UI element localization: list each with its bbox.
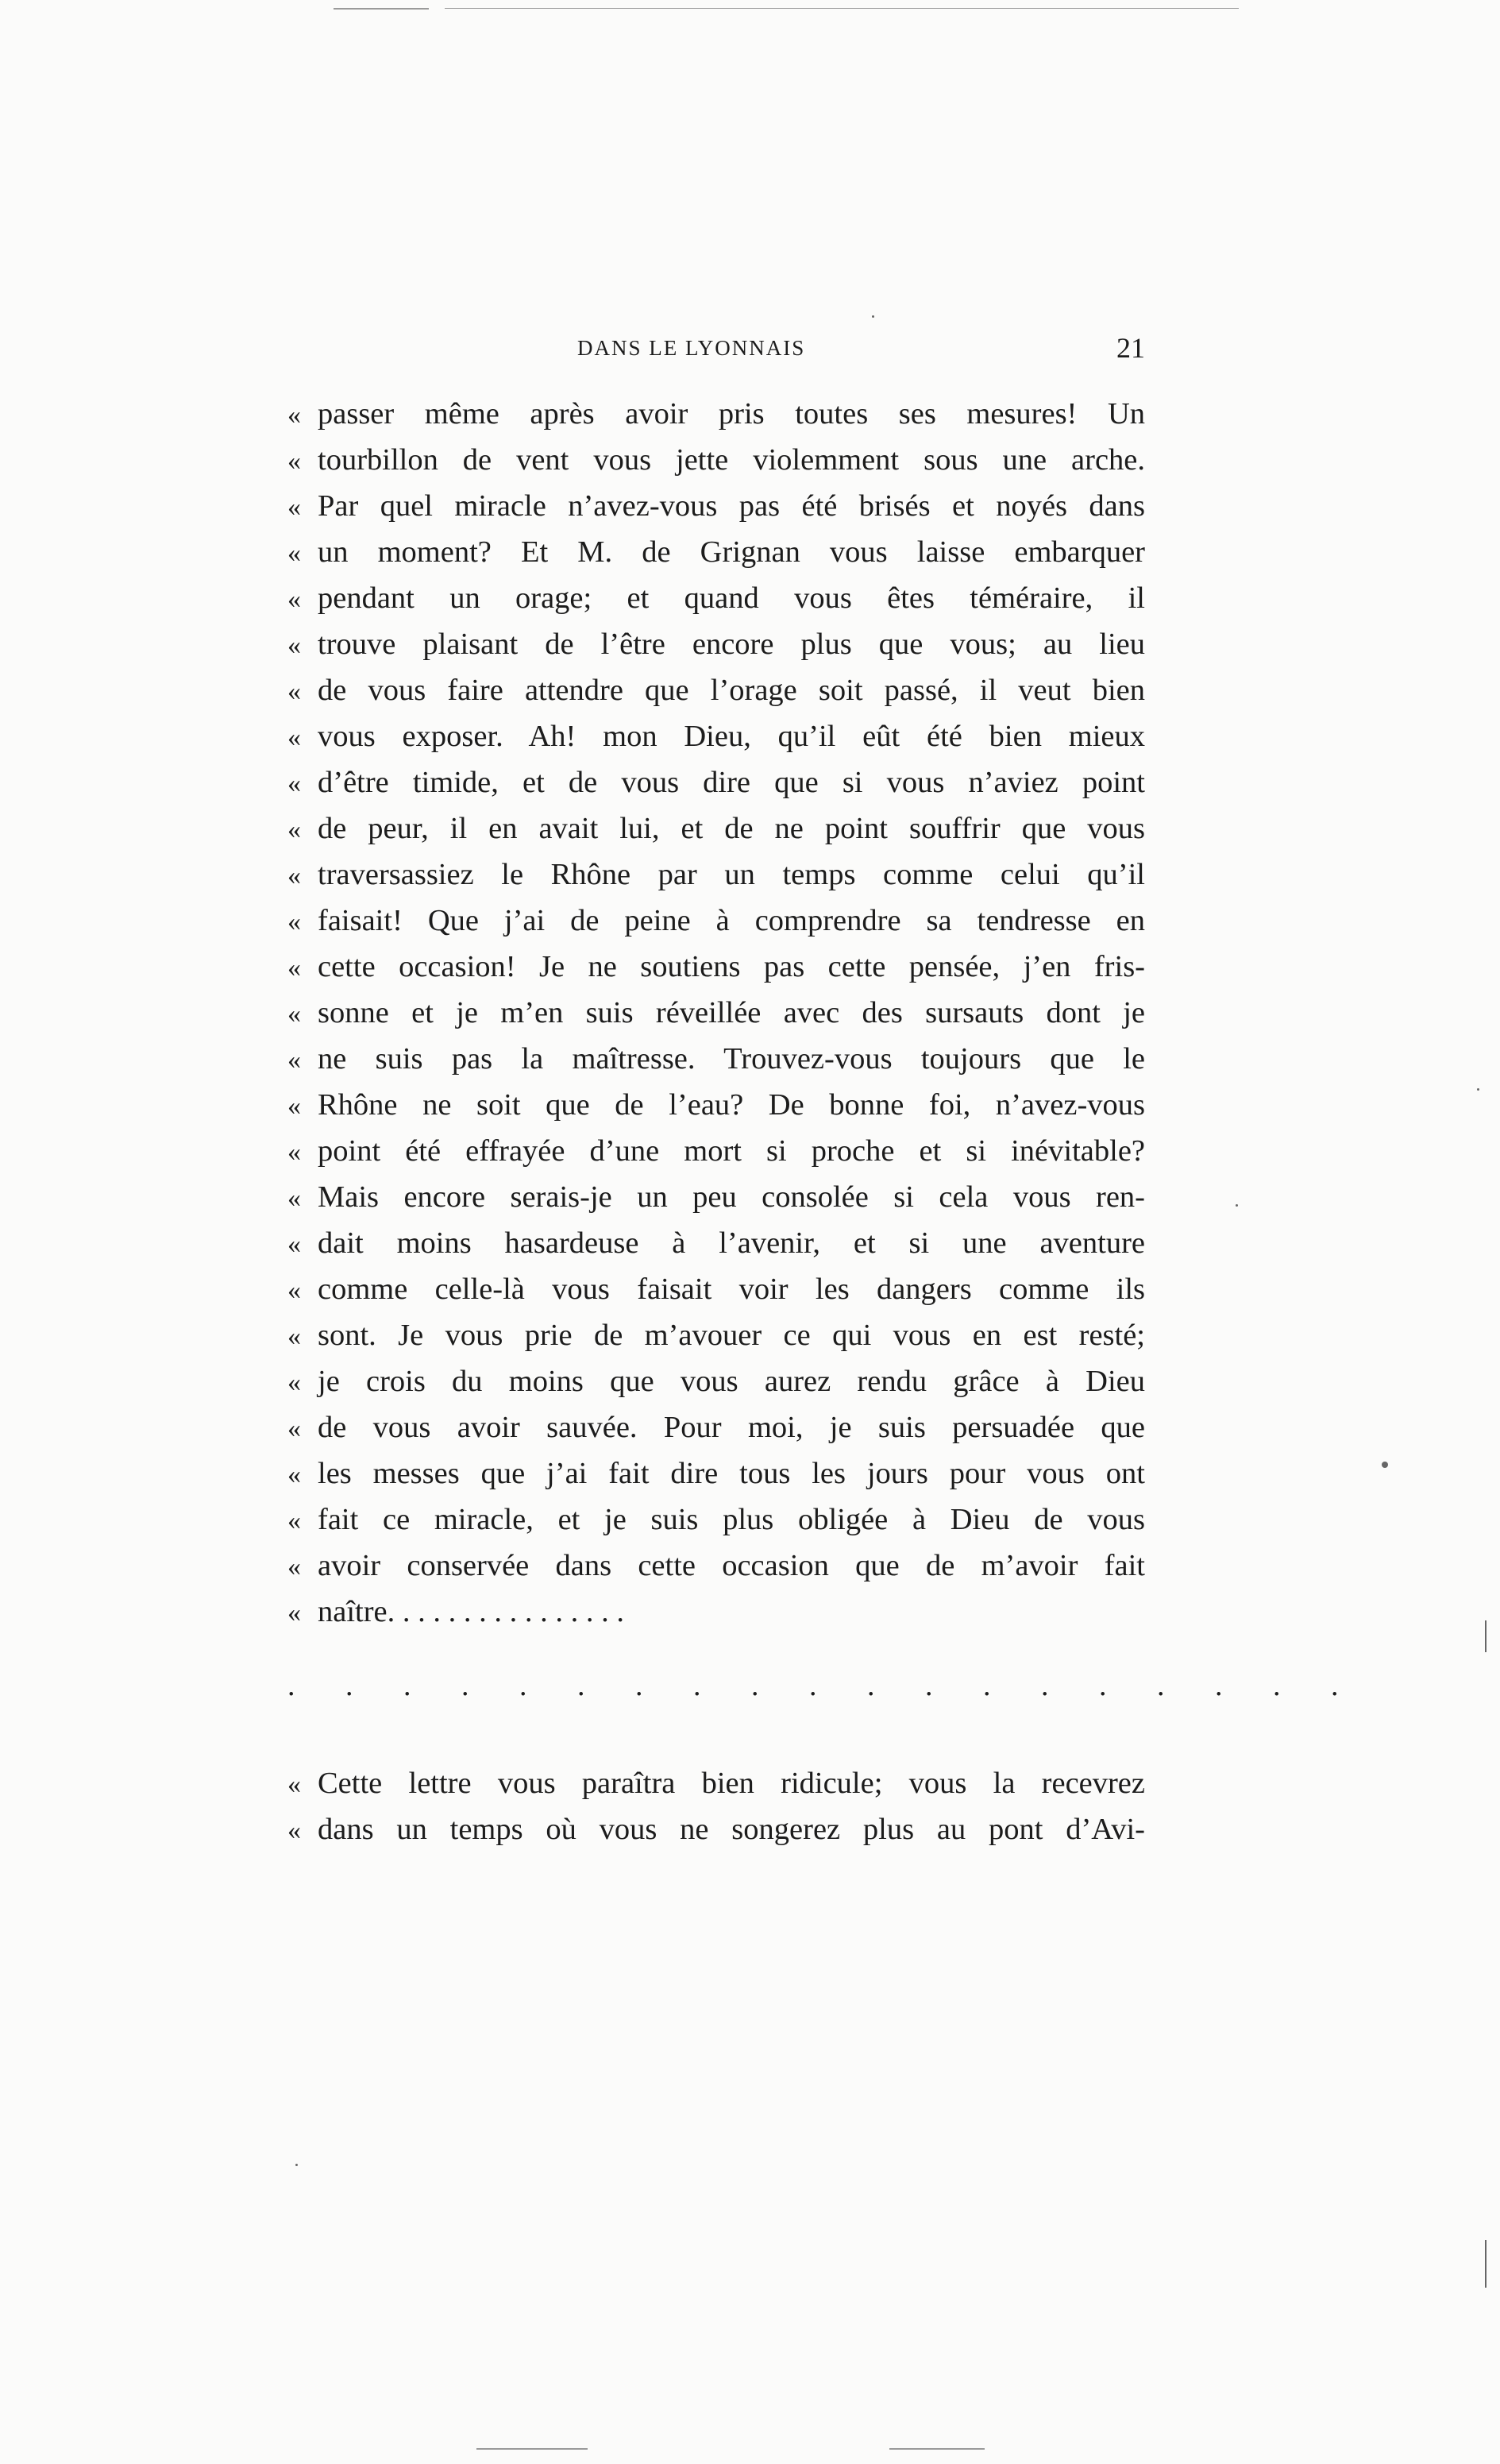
text-line (287, 621, 1145, 667)
line-text: comme celle-là vous faisait voir les dangers comme ils (318, 1273, 1145, 1306)
text-line (287, 852, 1145, 898)
scan-speck (1485, 2240, 1487, 2288)
running-head: DANS LE LYONNAIS (577, 336, 806, 360)
letter-text-block-continued (287, 1760, 1145, 1852)
line-text: dait moins hasardeuse à l’avenir, et si une aventure (318, 1226, 1145, 1260)
line-text: sont. Je vous prie de m’avouer ce qui vous en est resté; (318, 1319, 1145, 1352)
line-text: dans un temps où vous ne songerez plus au pont d’Avi- (318, 1813, 1145, 1846)
text-line (287, 529, 1145, 575)
scan-speck (295, 2164, 298, 2166)
guillemet-mark: « (287, 723, 301, 752)
guillemet-mark: « (287, 999, 301, 1029)
text-line (287, 667, 1145, 713)
text-line (287, 1082, 1145, 1128)
line-text: vous exposer. Ah! mon Dieu, qu’il eût été bien mieux (318, 720, 1145, 753)
line-text: je crois du moins que vous aurez rendu grâce à Dieu (318, 1365, 1145, 1398)
guillemet-mark: « (287, 815, 301, 844)
text-line (287, 1036, 1145, 1082)
line-text: Rhône ne soit que de l’eau? De bonne foi, n’avez-vous (318, 1088, 1145, 1122)
guillemet-mark: « (287, 1770, 301, 1799)
text-line (287, 1312, 1145, 1358)
text-line (287, 1174, 1145, 1220)
scan-edge-mark (445, 8, 1239, 9)
text-line (287, 1543, 1145, 1589)
scan-speck (1236, 1204, 1238, 1207)
guillemet-mark: « (287, 1506, 301, 1535)
guillemet-mark: « (287, 1184, 301, 1213)
scan-edge-mark (889, 2448, 985, 2450)
guillemet-mark: « (287, 1552, 301, 1582)
text-line (287, 713, 1145, 759)
text-line (287, 1404, 1145, 1450)
line-text: de peur, il en avait lui, et de ne point souffrir que vous (318, 812, 1145, 845)
guillemet-mark: « (287, 907, 301, 937)
line-text: les messes que j’ai fait dire tous les jours pour vous ont (318, 1457, 1145, 1490)
line-text: Par quel miracle n’avez-vous pas été brisés et noyés dans (318, 489, 1145, 523)
text-line (287, 1806, 1145, 1852)
line-text: d’être timide, et de vous dire que si vous n’aviez point (318, 766, 1145, 799)
line-text: passer même après avoir pris toutes ses mesures! Un (318, 397, 1145, 431)
text-line (287, 759, 1145, 805)
text-line (287, 805, 1145, 852)
text-line (287, 1589, 1145, 1635)
guillemet-mark: « (287, 539, 301, 568)
text-line (287, 437, 1145, 483)
guillemet-mark: « (287, 492, 301, 522)
text-line (287, 990, 1145, 1036)
line-text: pendant un orage; et quand vous êtes téméraire, il (318, 581, 1145, 615)
guillemet-mark: « (287, 1460, 301, 1489)
line-text: Mais encore serais-je un peu consolée si cela vous ren- (318, 1180, 1145, 1214)
page-header (287, 328, 1145, 376)
text-line (287, 483, 1145, 529)
guillemet-mark: « (287, 677, 301, 706)
line-text: naître. . . . . . . . . . . . . . . . (318, 1595, 625, 1628)
line-text: point été effrayée d’une mort si proche et si inévitable? (318, 1134, 1145, 1168)
guillemet-mark: « (287, 1091, 301, 1121)
guillemet-mark: « (287, 861, 301, 890)
text-line (287, 391, 1145, 437)
text-line (287, 1450, 1145, 1497)
guillemet-mark: « (287, 1045, 301, 1075)
guillemet-mark: « (287, 1368, 301, 1397)
scan-edge-mark (476, 2448, 588, 2450)
line-text: ne suis pas la maîtresse. Trouvez-vous toujours que le (318, 1042, 1145, 1076)
guillemet-mark: « (287, 1598, 301, 1628)
guillemet-mark: « (287, 631, 301, 660)
line-text: sonne et je m’en suis réveillée avec des sursauts dont je (318, 996, 1145, 1029)
scan-speck (1382, 1462, 1388, 1468)
text-line (287, 944, 1145, 990)
line-text: Cette lettre vous paraîtra bien ridicule; vous la recevrez (318, 1767, 1145, 1800)
ellipsis-row: . . . . . . . . . . . . . . . . . . . (287, 1669, 1360, 1702)
page-number: 21 (1116, 332, 1145, 364)
guillemet-mark: « (287, 1414, 301, 1443)
line-text: de vous faire attendre que l’orage soit passé, il veut bien (318, 674, 1145, 707)
text-line (287, 1497, 1145, 1543)
guillemet-mark: « (287, 1137, 301, 1167)
line-text: avoir conservée dans cette occasion que de m’avoir fait (318, 1549, 1145, 1582)
text-line (287, 1128, 1145, 1174)
guillemet-mark: « (287, 1816, 301, 1845)
line-text: trouve plaisant de l’être encore plus que vous; au lieu (318, 628, 1145, 661)
scan-speck (1477, 1088, 1479, 1091)
text-line (287, 898, 1145, 944)
line-text: cette occasion! Je ne soutiens pas cette pensée, j’en fris- (318, 950, 1145, 983)
scan-speck (1485, 1620, 1487, 1652)
guillemet-mark: « (287, 1322, 301, 1351)
guillemet-mark: « (287, 446, 301, 476)
text-line (287, 1358, 1145, 1404)
line-text: fait ce miracle, et je suis plus obligée à Dieu de vous (318, 1503, 1145, 1536)
letter-text-block (287, 391, 1145, 1635)
text-line (287, 1760, 1145, 1806)
line-text: un moment? Et M. de Grignan vous laisse embarquer (318, 535, 1145, 569)
scan-edge-mark (334, 8, 429, 10)
guillemet-mark: « (287, 585, 301, 614)
line-text: de vous avoir sauvée. Pour moi, je suis persuadée que (318, 1411, 1145, 1444)
line-text: traversassiez le Rhône par un temps comme celui qu’il (318, 858, 1145, 891)
line-text: faisait! Que j’ai de peine à comprendre sa tendresse en (318, 904, 1145, 937)
line-text: tourbillon de vent vous jette violemment sous une arche. (318, 443, 1145, 477)
guillemet-mark: « (287, 400, 301, 430)
guillemet-mark: « (287, 769, 301, 798)
text-line (287, 575, 1145, 621)
text-line (287, 1220, 1145, 1266)
text-line (287, 1266, 1145, 1312)
guillemet-mark: « (287, 1230, 301, 1259)
scan-speck (872, 315, 874, 318)
guillemet-mark: « (287, 1276, 301, 1305)
guillemet-mark: « (287, 953, 301, 983)
